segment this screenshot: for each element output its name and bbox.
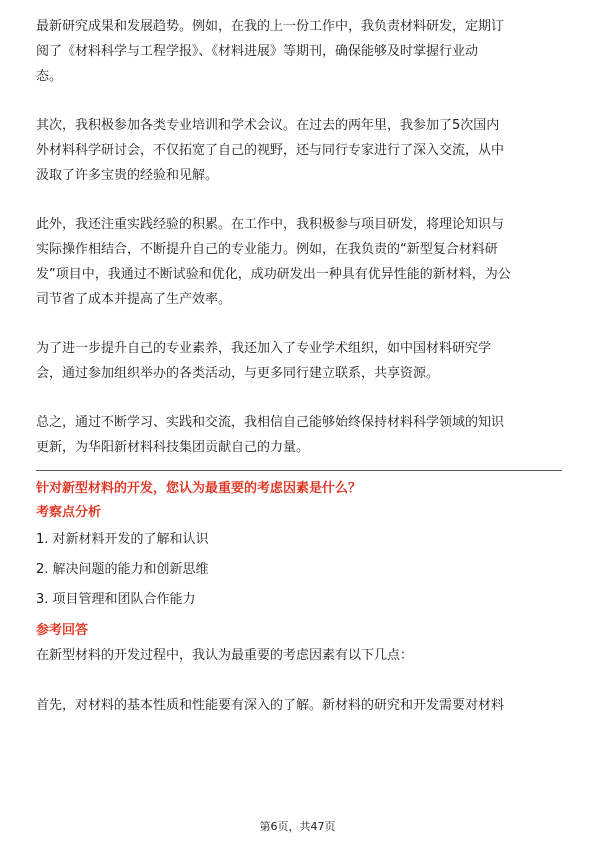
paragraph-4 (36, 336, 562, 386)
paragraph-3 (36, 212, 562, 312)
answer-heading: 参考回答 (36, 623, 89, 638)
analysis-heading: 考察点分析 (36, 505, 102, 520)
paragraph-line: 为了进一步提升自己的专业素养，我还加入了专业学术组织，如中国材料研究学 (36, 341, 492, 356)
paragraph-line: 此外，我还注重实践经验的积累。在工作中，我积极参与项目研发，将理论知识与 (36, 217, 505, 232)
answer-intro: 在新型材料的开发过程中，我认为最重要的考虑因素有以下几点： (36, 648, 414, 663)
paragraph-line: 态。 (36, 69, 63, 84)
paragraph-line: 总之，通过不断学习、实践和交流，我相信自己能够始终保持材料科学领域的知识 (36, 415, 505, 430)
paragraph-line: 外材料科学研讨会，不仅拓宽了自己的视野，还与同行专家进行了深入交流，从中 (36, 143, 505, 158)
paragraph-line: 发”项目中，我通过不断试验和优化，成功研发出一种具有优异性能的新材料，为公 (36, 267, 511, 282)
analysis-point: 2. 解决问题的能力和创新思维 (36, 562, 209, 577)
answer-first-line: 首先，对材料的基本性质和性能要有深入的了解。新材料的研究和开发需要对材料 (36, 698, 505, 713)
paragraph-line: 会，通过参加组织举办的各类活动，与更多同行建立联系，共享资源。 (36, 366, 440, 381)
analysis-point: 1. 对新材料开发的了解和认识 (36, 532, 209, 547)
paragraph-5 (36, 410, 562, 460)
page-content (36, 14, 562, 719)
paragraph-1 (36, 14, 562, 89)
page-number: 第6页，共47页 (259, 820, 336, 833)
interview-question: 针对新型材料的开发，您认为最重要的考虑因素是什么？ (36, 481, 362, 496)
analysis-point: 3. 项目管理和团队合作能力 (36, 592, 196, 607)
section-divider (36, 470, 562, 471)
paragraph-line: 汲取了许多宝贵的经验和见解。 (36, 168, 219, 183)
paragraph-line: 实际操作相结合，不断提升自己的专业能力。例如，在我负责的“新型复合材料研 (36, 242, 498, 257)
paragraph-line: 司节省了成本并提高了生产效率。 (36, 292, 232, 307)
paragraph-line: 更新，为华阳新材料科技集团贡献自己的力量。 (36, 440, 310, 455)
paragraph-line: 阅了《材料科学与工程学报》、《材料进展》等期刊，确保能够及时掌握行业动 (36, 44, 479, 59)
paragraph-line: 最新研究成果和发展趋势。例如，在我的上一份工作中，我负责材料研发，定期订 (36, 19, 505, 34)
paragraph-line: 其次，我积极参加各类专业培训和学术会议。在过去的两年里，我参加了5次国内 (36, 118, 500, 133)
paragraph-2 (36, 113, 562, 188)
